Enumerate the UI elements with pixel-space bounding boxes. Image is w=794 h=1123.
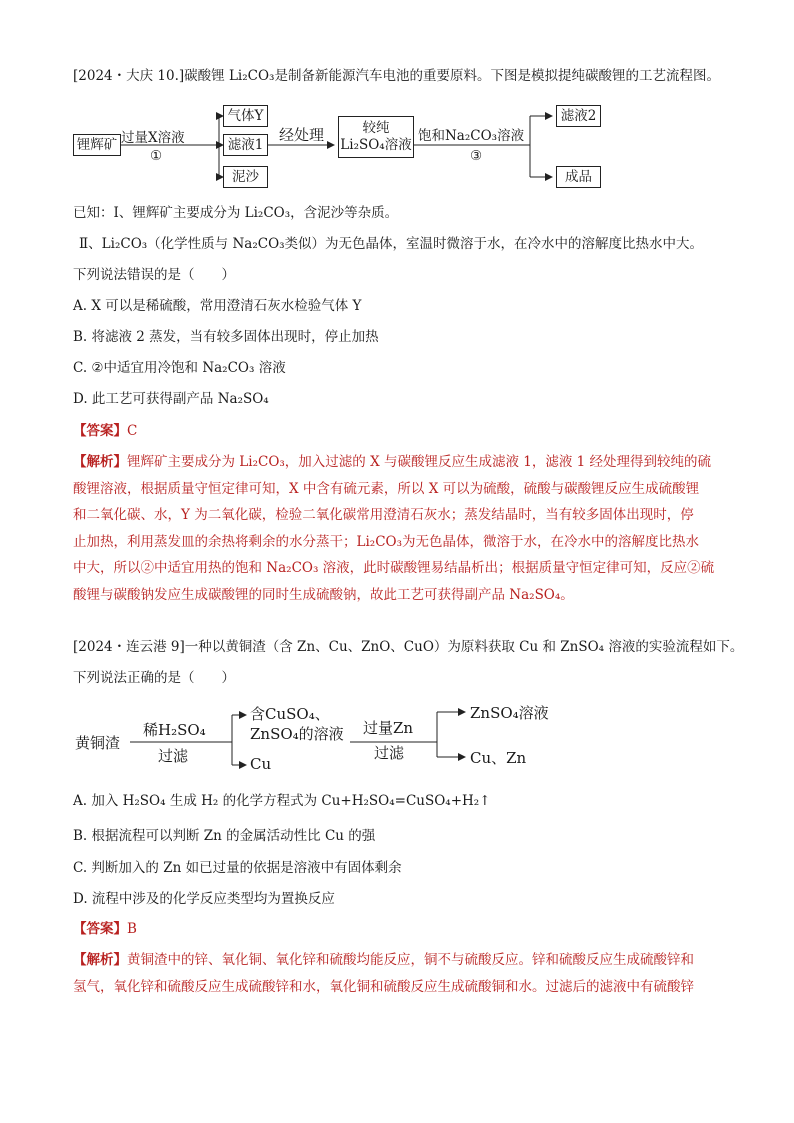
q2-answer <box>73 919 137 939</box>
q2-analysis <box>73 947 733 1000</box>
ore-box: 锂辉矿 <box>73 134 121 156</box>
li2so4-line1: 较纯 <box>362 120 390 136</box>
q1-known-2: Ⅱ、Li₂CO₃（化学性质与 Na₂CO₃类似）为无色晶体，室温时微溶于水，在冷水中的溶解度比热水中大。 <box>79 236 704 252</box>
q2-option-a: A. 加入 H₂SO₄ 生成 H₂ 的化学方程式为 Cu+H₂SO₄=CuSO₄+H₂↑ <box>73 793 491 809</box>
step3-reagent: 饱和Na₂CO₃溶液 <box>418 128 525 144</box>
q2-answer-value: B <box>127 921 137 937</box>
solution-label <box>250 704 344 744</box>
process-label: 经处理 <box>279 126 325 144</box>
cu-zn-residue: Cu、Zn <box>470 749 527 767</box>
q2-option-c: C. 判断加入的 Zn 如已过量的依据是溶液中有固体剩余 <box>73 860 402 876</box>
filtrate1-box: 滤液1 <box>223 134 268 156</box>
step1-reagent: 过量X溶液 <box>121 130 185 146</box>
q1-analysis-line: 酸锂与碳酸钠发应生成碳酸锂的同时生成硫酸钠，故此工艺可获得副产品 Na₂SO₄。 <box>73 586 574 603</box>
cu-product: Cu <box>250 755 272 773</box>
step1-filter: 过滤 <box>158 747 189 765</box>
sand-box: 泥沙 <box>223 166 268 188</box>
q1-answer-tag: 【答案】 <box>73 423 127 439</box>
q1-analysis-line: 和二氧化碳、水，Y 为二氧化碳，检验二氧化碳常用澄清石灰水；蒸发结晶时，当有较多固体出现时，停 <box>73 507 694 523</box>
q2-option-b: B. 根据流程可以判断 Zn 的金属活动性比 Cu 的强 <box>73 828 376 844</box>
step2-zn: 过量Zn <box>363 719 414 737</box>
step3-number: ③ <box>470 148 483 164</box>
step1-acid: 稀H₂SO₄ <box>143 721 206 739</box>
q2-question: 下列说法正确的是（ ） <box>73 670 235 686</box>
q1-analysis-line: 止加热，利用蒸发皿的余热将剩余的水分蒸干；Li₂CO₃为无色晶体，微溶于水，在冷水中的溶解度比热水 <box>73 533 700 550</box>
q1-known-1: 已知：Ⅰ、锂辉矿主要成分为 Li₂CO₃，含泥沙等杂质。 <box>73 205 399 221</box>
q2-answer-tag: 【答案】 <box>73 921 127 937</box>
q1-intro: [2024・大庆 10.]碳酸锂 Li₂CO₃是制备新能源汽车电池的重要原料。下图是模拟提纯碳酸锂的工艺流程图。 <box>73 68 720 84</box>
q1-question: 下列说法错误的是（ ） <box>73 267 235 283</box>
q2-option-d: D. 流程中涉及的化学反应类型均为置换反应 <box>73 891 335 907</box>
li2so4-line2: Li₂SO₄溶液 <box>340 137 412 153</box>
q2-analysis-line: 氢气，氧化锌和硫酸反应生成硫酸锌和水，氧化铜和硫酸反应生成硫酸铜和水。过滤后的滤液中有硫酸锌 <box>73 978 694 995</box>
q2-analysis-line: 【解析】黄铜渣中的锌、氧化铜、氧化锌和硫酸均能反应，铜不与硫酸反应。锌和硫酸反应生成硫酸锌和 <box>73 952 694 968</box>
q2-intro: [2024・连云港 9]一种以黄铜渣（含 Zn、Cu、ZnO、CuO）为原料获取 Cu 和 ZnSO₄ 溶液的实验流程如下。 <box>73 639 744 655</box>
q1-analysis-line: 酸锂溶液，根据质量守恒定律可知，X 中含有硫元素，所以 X 可以为硫酸，硫酸与碳酸锂反应生成硫酸锂 <box>73 480 700 497</box>
q1-answer-value: C <box>127 423 138 439</box>
solution-line2: ZnSO₄的溶液 <box>250 725 344 743</box>
step2-filter: 过滤 <box>374 744 405 762</box>
solution-line1: 含CuSO₄、 <box>250 705 330 723</box>
q2-analysis-tag: 【解析】 <box>73 952 127 968</box>
q1-analysis-line: 中大，所以②中适宜用热的饱和 Na₂CO₃ 溶液，此时碳酸锂易结晶析出；根据质量守恒定律可知，反应②硫 <box>73 560 715 576</box>
q1-analysis-tag: 【解析】 <box>73 454 127 470</box>
gas-y-box: 气体Y <box>223 105 268 127</box>
znso4-solution: ZnSO₄溶液 <box>470 704 549 722</box>
q1-option-c: C. ②中适宜用冷饱和 Na₂CO₃ 溶液 <box>73 360 286 376</box>
brass-slag-label: 黄铜渣 <box>75 734 121 752</box>
filtrate2-box: 滤液2 <box>556 105 601 127</box>
q1-option-a: A. X 可以是稀硫酸，常用澄清石灰水检验气体 Y <box>73 298 362 314</box>
q1-option-d: D. 此工艺可获得副产品 Na₂SO₄ <box>73 391 269 407</box>
q1-analysis-line: 【解析】锂辉矿主要成分为 Li₂CO₃，加入过滤的 X 与碳酸锂反应生成滤液 1，滤液 1 经处理得到较纯的硫 <box>73 454 712 470</box>
q1-option-b: B. 将滤液 2 蒸发，当有较多固体出现时，停止加热 <box>73 329 379 345</box>
product-box: 成品 <box>556 166 601 188</box>
step1-number: ① <box>150 148 163 164</box>
